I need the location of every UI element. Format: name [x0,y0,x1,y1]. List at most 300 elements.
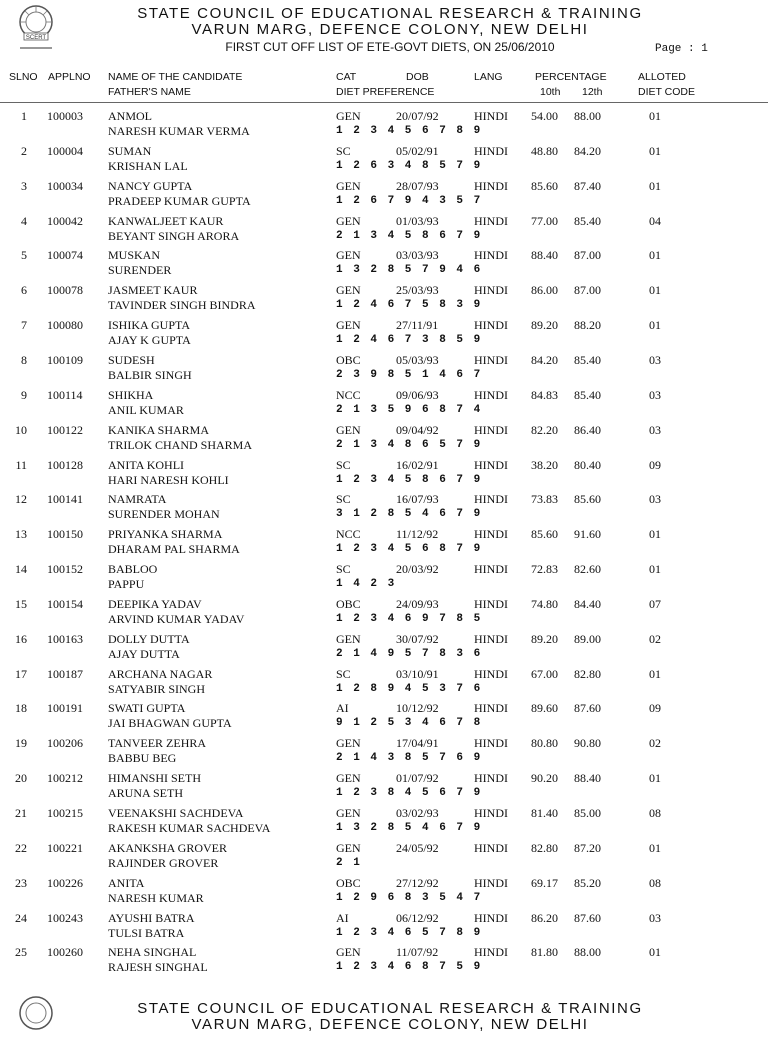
alloted-diet-code: 08 [649,806,661,820]
father-name: DHARAM PAL SHARMA [108,542,240,557]
row-slno: 13 [15,527,27,542]
alloted-diet-code: 01 [649,283,661,298]
candidate-name: NANCY GUPTA [108,178,193,193]
language: HINDI [474,422,508,437]
scert-logo-icon [16,4,56,52]
date-of-birth: 06/12/92 [396,910,439,925]
date-of-birth: 27/12/92 [396,875,439,890]
table-row [0,316,768,351]
header-divider [0,102,768,103]
row-applno: 100080 [47,318,83,333]
alloted-diet-code: 09 [649,457,661,472]
language: HINDI [474,248,508,263]
table-row [0,560,768,595]
father-name: PRADEEP KUMAR GUPTA [108,193,251,208]
percentage-10th: 89.60 [531,701,558,716]
category: GEN [336,771,361,786]
percentage-12th: 87.20 [574,840,601,855]
diet-preference: 1 2 6 7 9 4 3 5 7 [336,194,483,207]
row-applno: 100212 [47,771,83,786]
category: GEN [336,109,361,123]
percentage-12th: 87.00 [574,248,601,263]
row-slno: 19 [15,736,27,751]
date-of-birth: 20/03/92 [396,562,439,577]
diet-preference: 1 2 9 6 8 3 5 4 7 [336,891,483,904]
category: GEN [336,213,361,228]
category: OBC [336,875,361,890]
table-row [0,874,768,909]
language: HINDI [474,771,508,786]
percentage-10th: 48.80 [531,143,558,158]
category: SC [336,666,351,681]
alloted-diet-code: 01 [649,109,661,123]
alloted-diet-code: 03 [649,492,661,507]
candidate-name: SUMAN [108,143,152,158]
diet-preference: 1 3 2 8 5 4 6 7 9 [336,822,483,834]
father-name: TRILOK CHAND SHARMA [108,437,253,452]
language: HINDI [474,109,508,123]
date-of-birth: 24/09/93 [396,596,439,611]
percentage-10th: 77.00 [531,213,558,228]
table-row [0,107,768,142]
row-slno: 25 [15,945,27,960]
father-name: PAPPU [108,577,145,592]
father-name: RAKESH KUMAR SACHDEVA [108,821,271,835]
percentage-12th: 87.40 [574,178,601,193]
category: AI [336,910,349,925]
table-row [0,804,768,839]
row-slno: 18 [15,701,27,716]
col-diet-preference: DIET PREFERENCE [336,86,435,98]
date-of-birth: 16/07/93 [396,492,439,507]
diet-preference: 2 1 4 3 8 5 7 6 9 [336,752,483,765]
candidate-name: SHIKHA [108,387,154,402]
row-applno: 100078 [47,283,83,298]
row-slno: 16 [15,631,27,646]
date-of-birth: 11/12/92 [396,527,439,542]
next-page-title: STATE COUNCIL OF EDUCATIONAL RESEARCH & TRAINING [137,1000,643,1017]
col-diet-code: DIET CODE [638,86,695,98]
father-name: BEYANT SINGH ARORA [108,228,240,243]
candidate-name: DEEPIKA YADAV [108,596,202,611]
alloted-diet-code: 02 [649,736,661,751]
row-applno: 100154 [47,596,83,611]
alloted-diet-code: 01 [649,527,661,542]
candidate-name: NEHA SINGHAL [108,945,197,960]
percentage-12th: 87.60 [574,910,601,925]
row-applno: 100109 [47,352,83,367]
table-row [0,351,768,386]
table-row [0,943,768,978]
father-name: KRISHAN LAL [108,158,188,173]
category: GEN [336,283,361,298]
alloted-diet-code: 01 [649,945,661,960]
table-row [0,839,768,874]
percentage-12th: 89.00 [574,631,601,646]
diet-preference: 1 2 4 6 7 5 8 3 9 [336,299,483,312]
father-name: ARUNA SETH [108,786,184,801]
date-of-birth: 28/07/93 [396,178,439,193]
percentage-10th: 81.80 [531,945,558,960]
percentage-10th: 82.80 [531,840,558,855]
category: NCC [336,387,361,402]
candidate-name: BABLOO [108,562,158,577]
percentage-10th: 69.17 [531,875,558,890]
table-row [0,177,768,212]
row-applno: 100260 [47,945,83,960]
alloted-diet-code: 03 [649,387,661,402]
table-row [0,212,768,247]
candidate-name: ISHIKA GUPTA [108,318,191,333]
col-percentage: PERCENTAGE [535,71,607,83]
row-applno: 100074 [47,248,83,263]
row-applno: 100004 [47,143,83,158]
alloted-diet-code: 01 [649,318,661,333]
percentage-10th: 54.00 [531,109,558,123]
father-name: BABBU BEG [108,751,177,766]
candidate-name: NAMRATA [108,492,167,507]
date-of-birth: 24/05/92 [396,840,439,855]
percentage-12th: 85.20 [574,875,601,890]
percentage-12th: 84.20 [574,143,601,158]
language: HINDI [474,527,508,542]
table-row [0,281,768,316]
date-of-birth: 30/07/92 [396,631,439,646]
alloted-diet-code: 01 [649,248,661,263]
candidate-name: KANIKA SHARMA [108,422,210,437]
candidate-name: TANVEER ZEHRA [108,736,207,751]
diet-preference: 2 1 3 4 8 6 5 7 9 [336,438,483,451]
percentage-10th: 80.80 [531,736,558,751]
category: NCC [336,527,361,542]
row-slno: 24 [15,910,27,925]
col-slno: SLNO [9,71,38,83]
percentage-10th: 86.00 [531,283,558,298]
percentage-10th: 84.83 [531,387,558,402]
percentage-12th: 80.40 [574,457,601,472]
category: SC [336,143,351,158]
document-subtitle: FIRST CUT OFF LIST OF ETE-GOVT DIETS, ON 25/06/2010 [225,40,555,54]
row-slno: 6 [21,283,27,298]
row-applno: 100221 [47,840,83,855]
row-slno: 7 [21,318,27,333]
language: HINDI [474,387,508,402]
language: HINDI [474,178,508,193]
date-of-birth: 11/07/92 [396,945,439,960]
row-slno: 23 [15,875,27,890]
father-name: SATYABIR SINGH [108,681,206,696]
language: HINDI [474,283,508,298]
candidate-name: KANWALJEET KAUR [108,213,224,228]
col-cat: CAT [336,71,357,83]
candidate-name: VEENAKSHI SACHDEVA [108,806,244,820]
diet-preference: 2 1 [336,856,362,869]
percentage-10th: 89.20 [531,631,558,646]
table-row [0,421,768,456]
language: HINDI [474,840,508,855]
father-name: JAI BHAGWAN GUPTA [108,716,232,731]
table-row [0,734,768,769]
language: HINDI [474,318,508,333]
percentage-12th: 86.40 [574,422,601,437]
diet-preference: 1 2 3 4 6 8 7 5 9 [336,961,483,974]
candidate-name: ARCHANA NAGAR [108,666,213,681]
candidate-name: JASMEET KAUR [108,283,198,298]
percentage-10th: 86.20 [531,910,558,925]
percentage-12th: 88.00 [574,109,601,123]
diet-preference: 2 1 4 9 5 7 8 3 6 [336,647,483,660]
col-dob: DOB [406,71,429,83]
percentage-12th: 91.60 [574,527,601,542]
table-row [0,490,768,525]
date-of-birth: 09/04/92 [396,422,439,437]
table-row [0,525,768,560]
candidate-name: AYUSHI BATRA [108,910,195,925]
father-name: SURENDER [108,263,172,278]
date-of-birth: 05/02/91 [396,143,439,158]
alloted-diet-code: 07 [649,596,661,611]
father-name: SURENDER MOHAN [108,507,220,522]
table-row [0,630,768,665]
category: GEN [336,840,361,855]
document-address: VARUN MARG, DEFENCE COLONY, NEW DELHI [191,21,589,38]
diet-preference: 1 2 6 3 4 8 5 7 9 [336,159,483,172]
col-10th: 10th [540,86,561,98]
table-row [0,386,768,421]
candidate-name: SUDESH [108,352,155,367]
father-name: AJAY K GUPTA [108,333,191,348]
date-of-birth: 10/12/92 [396,701,439,716]
category: GEN [336,631,361,646]
date-of-birth: 01/07/92 [396,771,439,786]
category: GEN [336,945,361,960]
percentage-12th: 85.40 [574,213,601,228]
language: HINDI [474,352,508,367]
percentage-12th: 85.40 [574,387,601,402]
percentage-10th: 84.20 [531,352,558,367]
col-name: NAME OF THE CANDIDATE [108,71,243,83]
percentage-10th: 38.20 [531,457,558,472]
language: HINDI [474,875,508,890]
row-slno: 3 [21,178,27,193]
col-12th: 12th [582,86,603,98]
language: HINDI [474,492,508,507]
language: HINDI [474,910,508,925]
candidate-name: AKANKSHA GROVER [108,840,228,855]
table-row [0,456,768,491]
diet-preference: 1 2 3 4 5 8 6 7 9 [336,473,483,486]
scert-logo-icon [16,993,56,1033]
diet-preference: 2 3 9 8 5 1 4 6 7 [336,368,483,381]
percentage-10th: 81.40 [531,806,558,820]
row-applno: 100243 [47,910,83,925]
percentage-10th: 88.40 [531,248,558,263]
svg-text:SCERT: SCERT [25,35,47,41]
language: HINDI [474,666,508,681]
percentage-12th: 87.60 [574,701,601,716]
candidate-name: ANITA KOHLI [108,457,185,472]
father-name: BALBIR SINGH [108,367,192,382]
language: HINDI [474,213,508,228]
candidate-name: MUSKAN [108,248,161,263]
percentage-12th: 87.00 [574,283,601,298]
row-applno: 100215 [47,806,83,820]
date-of-birth: 17/04/91 [396,736,439,751]
candidate-name: ANITA [108,875,145,890]
category: GEN [336,178,361,193]
father-name: ANIL KUMAR [108,402,184,417]
language: HINDI [474,945,508,960]
table-row [0,769,768,804]
table-row [0,142,768,177]
father-name: RAJINDER GROVER [108,855,219,870]
percentage-12th: 84.40 [574,596,601,611]
row-applno: 100226 [47,875,83,890]
diet-preference: 1 2 3 8 4 5 6 7 9 [336,787,483,800]
language: HINDI [474,562,508,577]
alloted-diet-code: 03 [649,352,661,367]
row-slno: 10 [15,422,27,437]
col-applno: APPLNO [48,71,91,83]
father-name: TULSI BATRA [108,925,185,940]
date-of-birth: 25/03/93 [396,283,439,298]
father-name: RAJESH SINGHAL [108,960,208,975]
row-applno: 100128 [47,457,83,472]
candidate-name: DOLLY DUTTA [108,631,190,646]
diet-preference: 1 2 3 4 5 6 8 7 9 [336,543,483,556]
row-slno: 11 [15,457,27,472]
table-row [0,246,768,281]
row-applno: 100191 [47,701,83,716]
next-page-address: VARUN MARG, DEFENCE COLONY, NEW DELHI [191,1016,589,1033]
table-row [0,595,768,630]
row-applno: 100163 [47,631,83,646]
row-applno: 100187 [47,666,83,681]
alloted-diet-code: 01 [649,771,661,786]
language: HINDI [474,631,508,646]
percentage-10th: 85.60 [531,178,558,193]
father-name: ARVIND KUMAR YADAV [108,611,245,626]
father-name: HARI NARESH KOHLI [108,472,229,487]
row-applno: 100042 [47,213,83,228]
category: SC [336,562,351,577]
percentage-12th: 88.40 [574,771,601,786]
row-slno: 14 [15,562,27,577]
percentage-12th: 88.00 [574,945,601,960]
row-slno: 17 [15,666,27,681]
date-of-birth: 20/07/92 [396,109,439,123]
diet-preference: 2 1 3 4 5 8 6 7 9 [336,229,483,242]
row-slno: 15 [15,596,27,611]
percentage-12th: 88.20 [574,318,601,333]
table-row [0,665,768,700]
row-slno: 21 [15,806,27,820]
diet-preference: 1 2 3 4 5 6 7 8 9 [336,125,483,137]
category: GEN [336,736,361,751]
percentage-10th: 85.60 [531,527,558,542]
candidate-name: ANMOL [108,109,152,123]
alloted-diet-code: 01 [649,143,661,158]
date-of-birth: 03/02/93 [396,806,439,820]
percentage-10th: 73.83 [531,492,558,507]
category: SC [336,492,351,507]
percentage-12th: 85.40 [574,352,601,367]
category: OBC [336,352,361,367]
father-name: NARESH KUMAR VERMA [108,124,250,138]
row-applno: 100114 [47,387,83,402]
date-of-birth: 09/06/93 [396,387,439,402]
percentage-12th: 85.60 [574,492,601,507]
category: SC [336,457,351,472]
row-applno: 100122 [47,422,83,437]
category: AI [336,701,349,716]
diet-preference: 1 2 4 6 7 3 8 5 9 [336,334,483,347]
percentage-10th: 67.00 [531,666,558,681]
language: HINDI [474,457,508,472]
diet-preference: 1 2 3 4 6 5 7 8 9 [336,926,483,939]
alloted-diet-code: 09 [649,701,661,716]
row-applno: 100152 [47,562,83,577]
col-lang: LANG [474,71,503,83]
row-applno: 100003 [47,109,83,123]
diet-preference: 3 1 2 8 5 4 6 7 9 [336,508,483,521]
row-applno: 100034 [47,178,83,193]
row-slno: 2 [21,143,27,158]
row-slno: 12 [15,492,27,507]
date-of-birth: 16/02/91 [396,457,439,472]
date-of-birth: 27/11/91 [396,318,439,333]
date-of-birth: 03/03/93 [396,248,439,263]
percentage-10th: 74.80 [531,596,558,611]
alloted-diet-code: 04 [649,213,661,228]
document-title: STATE COUNCIL OF EDUCATIONAL RESEARCH & TRAINING [137,5,643,22]
row-slno: 1 [21,109,27,123]
language: HINDI [474,736,508,751]
date-of-birth: 01/03/93 [396,213,439,228]
table-row [0,699,768,734]
diet-preference: 1 2 8 9 4 5 3 7 6 [336,682,483,695]
percentage-12th: 85.00 [574,806,601,820]
category: GEN [336,422,361,437]
diet-preference: 9 1 2 5 3 4 6 7 8 [336,717,483,730]
candidate-name: SWATI GUPTA [108,701,186,716]
date-of-birth: 05/03/93 [396,352,439,367]
row-slno: 9 [21,387,27,402]
row-slno: 22 [15,840,27,855]
percentage-12th: 82.60 [574,562,601,577]
category: GEN [336,318,361,333]
father-name: NARESH KUMAR [108,890,204,905]
table-row [0,909,768,944]
percentage-10th: 89.20 [531,318,558,333]
category: GEN [336,806,361,820]
percentage-10th: 72.83 [531,562,558,577]
percentage-12th: 90.80 [574,736,601,751]
category: OBC [336,596,361,611]
col-father: FATHER'S NAME [108,86,191,98]
row-applno: 100141 [47,492,83,507]
diet-preference: 1 4 2 3 [336,578,397,591]
row-applno: 100150 [47,527,83,542]
father-name: TAVINDER SINGH BINDRA [108,298,256,313]
alloted-diet-code: 08 [649,875,661,890]
alloted-diet-code: 03 [649,910,661,925]
category: GEN [336,248,361,263]
row-slno: 8 [21,352,27,367]
diet-preference: 1 2 3 4 6 9 7 8 5 [336,612,483,625]
alloted-diet-code: 01 [649,666,661,681]
row-slno: 20 [15,771,27,786]
